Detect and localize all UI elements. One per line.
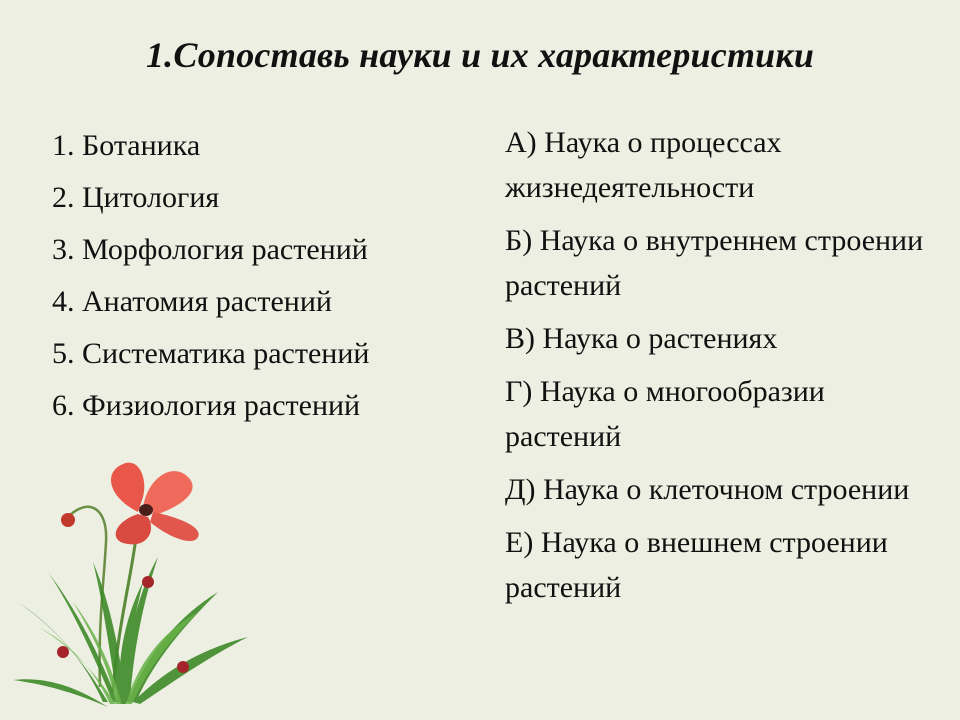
science-item: 2. Цитология: [52, 181, 220, 214]
characteristic-item: А) Наука о процессах жизнедеятельности: [505, 126, 782, 204]
characteristic-item: Д) Наука о клеточном строении: [505, 473, 910, 506]
science-item: 1. Ботаника: [52, 129, 201, 162]
sciences-list: [52, 120, 369, 432]
science-item: 5. Систематика растений: [52, 337, 370, 370]
poppy-flower-image: [8, 452, 258, 712]
characteristic-item: В) Наука о растениях: [505, 322, 778, 355]
science-item: 4. Анатомия растений: [52, 285, 332, 318]
science-item: 6. Физиология растений: [52, 389, 361, 422]
science-item: 3. Морфология растений: [52, 233, 368, 266]
characteristic-item: Е) Наука о внешнем строении растений: [505, 526, 888, 604]
characteristics-list: [505, 120, 935, 618]
characteristic-item: Б) Наука о внутреннем строении растений: [505, 224, 924, 302]
characteristic-item: Г) Наука о многообразии растений: [505, 375, 825, 453]
slide-title: 1.Сопоставь науки и их характеристики: [145, 35, 815, 75]
